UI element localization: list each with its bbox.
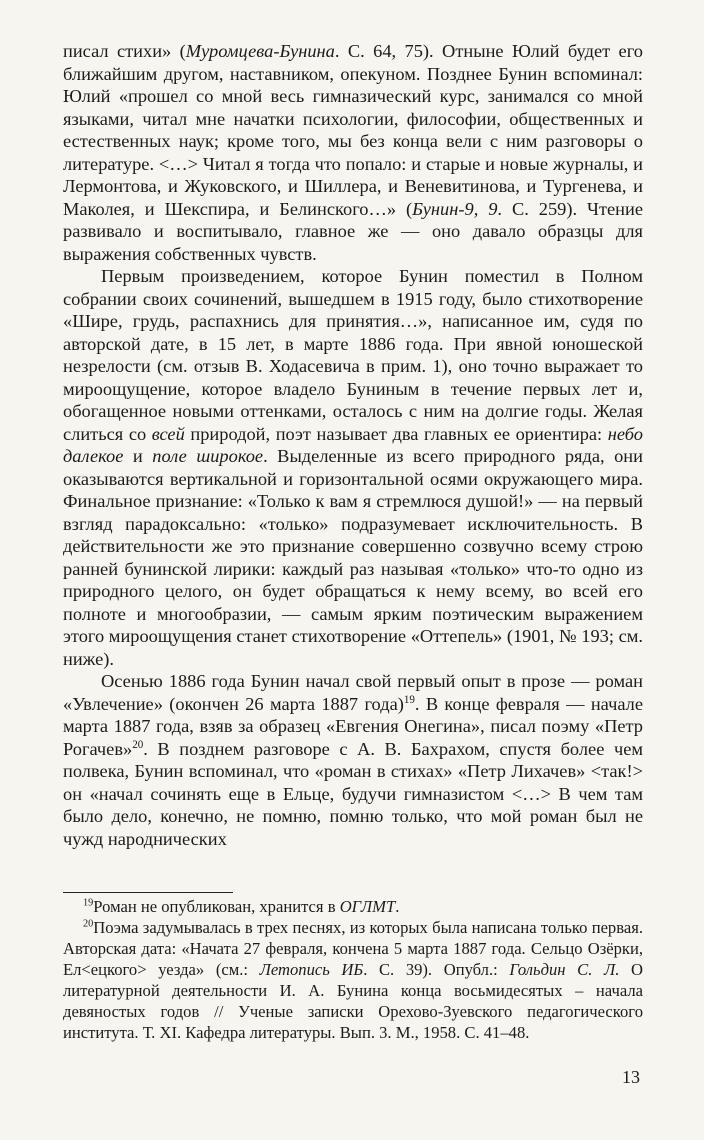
italic-ref: Муромцева-Бунина	[185, 41, 335, 61]
footnote-ref-20[interactable]: 20	[132, 738, 144, 751]
italic-ref: ОГЛМТ	[339, 897, 396, 916]
paragraph-2: Первым произведением, которое Бунин поместил в Полном собрании своих сочинений, вышедшем в 1915 году, было стихотворение «Шире, грудь, распахнись для принятия…», написанное им, судя по авторской дате, в 15 лет, в марте 1886 года. При явной юношеской незрелости (см. отзыв В. Ходасевича в прим. 1), оно точно выражает то мироощущение, которое владело Буниным в течение первых лет и, обогащенное новыми оттенками, осталось с ним на долгие годы. Желая слиться со всей природой, поэт называет два главных ее ориентира: небо далекое и поле широкое. Выделенные из всего природного ряда, они оказываются вертикальной и горизонтальной осями окружающего мира. Финальное признание: «Только к вам я стремлюся душой!» — на первый взгляд парадоксально: «только» подразумевает исключительность. В действительности же это признание совершенно созвучно всему строю ранней бунинской лирики: каждый раз называя «только» что-то одно из природного целого, он будет обращаться к нему всему, во всей его полноте и многообразии, — самым ярким поэтическим выражением этого мироощущения станет стихотворение «Оттепель» (1901, № 193; см. ниже).	[63, 266, 643, 669]
footnote-number: 19	[83, 897, 94, 909]
footnotes	[63, 896, 643, 1043]
italic-word: всей	[151, 423, 185, 444]
footnote-divider	[63, 892, 233, 893]
italic-ref: Гольдин С. Л.	[509, 960, 620, 979]
italic-ref: Летопись ИБ	[259, 960, 364, 979]
footnote-19: $^{19}$Роман не опубликован, хранится в ОГЛМТ.	[83, 897, 400, 916]
italic-ref: Бунин-9, 9	[412, 198, 498, 219]
main-text	[63, 40, 643, 850]
italic-phrase: небо далекое	[63, 423, 643, 466]
footnote-ref-19[interactable]: 19	[403, 693, 415, 706]
footnote-20: $^{20}$Поэма задумывалась в трех песнях, из которых была написана только первая. Авторская дата: «Начата 27 февраля, кончена 5 марта 1887 года. Сельцо Озёрки, Ел<ецкого> уезда» (см.: Летопись ИБ. С. 39). Опубл.: Гольдин С. Л. О литературной деятельности И. А. Бунина конца восьмидесятых – начала девяностых годов // Ученые записки Орехово-Зуевского педагогического института. Т. XI. Кафедра литературы. Вып. 3. М., 1958. С. 41–48.	[63, 918, 643, 1042]
footnote-number: 20	[83, 918, 94, 930]
paragraph-3: Осенью 1886 года Бунин начал свой первый опыт в прозе — роман «Увлечение» (окончен 26 марта 1887 года)$^{19}$. В конце февраля — начале марта 1887 года, взяв за образец «Евгения Онегина», писал поэму «Петр Рогачев»$^{20}$. В позднем разговоре с А. В. Бахрахом, спустя более чем полвека, Бунин вспоминал, что «роман в стихах» «Петр Лихачев» <так!> он «начал сочинять еще в Ельце, будучи гимназистом <…> В чем там было дело, конечно, не помню, помню только, что мой роман был не чужд народнических	[63, 671, 643, 849]
italic-phrase: поле широкое	[152, 446, 264, 466]
page-number: 13	[622, 1067, 640, 1087]
paragraph-1: писал стихи» (Муромцева-Бунина. С. 64, 75). Отныне Юлий будет его ближайшим другом, наставником, опекуном. Позднее Бунин вспоминал: Юлий «прошел со мной весь гимназический курс, занимался со мной языками, читал мне начатки психологии, философии, общественных и естественных наук; кроме того, мы без конца вели с ним разговоры о литературе. <…> Читал я тогда что попало: и старые и новые журналы, и Лермонтова, и Жуковского, и Шиллера, и Веневитинова, и Тургенева, и Маколея, и Шекспира, и Белинского…» (Бунин-9, 9. С. 259). Чтение развивало и воспитывало, главное же — оно давало образцы для выражения собственных чувств.	[63, 41, 643, 264]
